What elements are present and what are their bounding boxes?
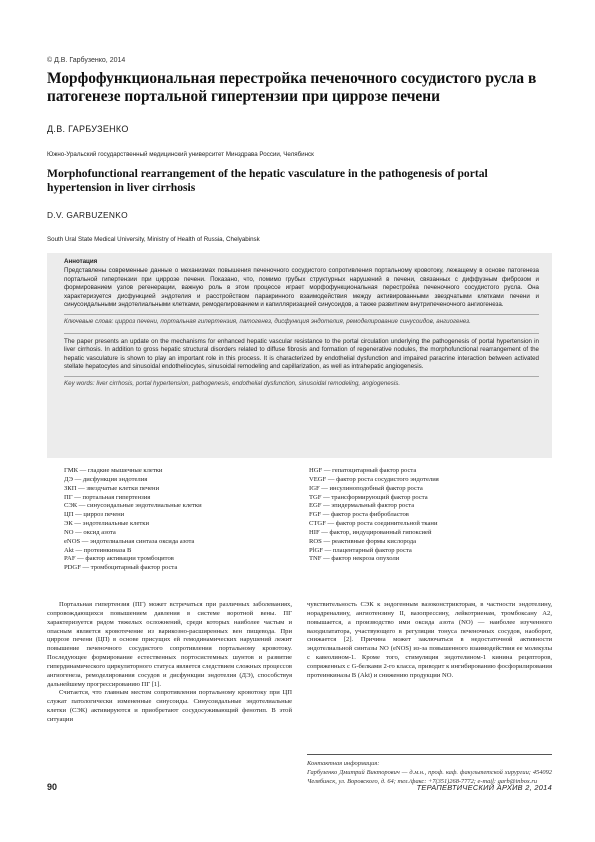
copyright-notice: © Д.В. Гарбузенко, 2014 bbox=[47, 57, 126, 64]
author-ru: Д.В. ГАРБУЗЕНКО bbox=[47, 124, 129, 134]
abbreviation-item: Akt — протеинкиназа В bbox=[64, 546, 132, 554]
affiliation-en: South Ural State Medical University, Ministry of Health of Russia, Chelyabinsk bbox=[47, 236, 260, 243]
author-en: D.V. GARBUZENKO bbox=[47, 210, 128, 220]
body-paragraph: чувствительность СЭК к эндогенным вазоконстрикторам, в частности эндотелину, норадреналину, ангиотензину II, вазопрессину, лейкотриенам, тромбоксану A2, повышается, а производство ими оксида азота (NO) — наиболее изученного вазодилататора, участвующего в регуляции тонуса печеночных сосудов, наоборот, снижается [2]. Причина может заключаться в недостаточной активности эндотелиальной синтазы NO (eNOS) из-за повышенного взаимодействия ее молекулы с кавеолином-1. Кроме того, стимуляция эндотелином-1 кинина рецепторов, сопряженных с G-белками 2-го класса, приводит к ингибированию фосфорилирования протеинкиназы В (Akt) и снижению продукции NO. bbox=[307, 601, 552, 679]
abbreviation-item: eNOS — эндотелиальная синтаза оксида азота bbox=[64, 537, 195, 545]
abbreviation-item: ROS — реактивные формы кислорода bbox=[309, 537, 417, 545]
abbreviation-item: IGF — инсулиноподобный фактор роста bbox=[309, 484, 423, 492]
keywords-ru: Ключевые слова: цирроз печени, портальная гипертензия, патогенез, дисфункция эндотелия, ремоделирование синусоидов, ангиогенез. bbox=[64, 314, 539, 327]
abbreviation-item: NO — оксид азота bbox=[64, 528, 116, 536]
article-title-ru: Морфофункциональная перестройка печеночного сосудистого русла в патогенезе портальной гипертензии при циррозе печени bbox=[47, 70, 537, 105]
abbreviation-item: FGF — фактор роста фибробластов bbox=[309, 511, 409, 519]
abbreviation-item: СЭК — синусоидальные эндотелиальные клетки bbox=[64, 502, 202, 510]
abbreviation-item: ДЭ — дисфункция эндотелия bbox=[64, 475, 148, 483]
abbreviation-item: TGF — трансформирующий фактор роста bbox=[309, 493, 428, 501]
body-paragraph: Портальная гипертензия (ПГ) может встречаться при различных заболеваниях, сопровождающихся повышением давления в системе воротной вены. ПГ характеризуется рядом тяжелых осложнений, среди которых наиболее частым и опасным является кровотечение из варикозно-расширенных вен пищевода. При циррозе печени (ЦП) в основе присущих ей гемодинамических нарушений лежит повышение печеночного сосудистого сопротивления портальному кровотоку. Последующее формирование естественных портосистемных шунтов и развитие гипердинамического циркуляторного статуса является следствием сложных процессов ангиогенеза, ремоделирования сосудов и дисфункции эндотелия (ДЭ), способствуя дальнейшему прогрессированию ПГ [1]. bbox=[47, 601, 292, 688]
body-column-right bbox=[307, 601, 552, 681]
abbreviation-item: ПГ — портальная гипертензия bbox=[64, 493, 151, 501]
abbreviation-item: VEGF — фактор роста сосудистого эндотелия bbox=[309, 475, 439, 483]
abstract-heading: Аннотация bbox=[64, 258, 98, 265]
abbreviation-item: TNF — фактор некроза опухоли bbox=[309, 555, 400, 563]
abbreviation-item: ЗКП — звездчатые клетки печени bbox=[64, 484, 160, 492]
body-paragraph: Считается, что главным местом сопротивления портальному кровотоку при ЦП служат патологически измененные синусоиды. Синусоидальные эндотелиальные клетки (СЭК) активируются и приобретают сосудосуживающий фенотип. В этой ситуации bbox=[47, 689, 292, 723]
contact-text: Гарбузенко Дмитрий Викторович — д.м.н., проф. каф. факультетской хирургии; 454092 Челябинск, ул. Воровского, д. 64; тел./факс: +7(351)268-7772; e-mail: garb@inbox.ru bbox=[307, 769, 552, 785]
abbreviation-item: ЦП — цирроз печени bbox=[64, 511, 125, 519]
page-number: 90 bbox=[47, 782, 58, 792]
abbreviation-item: CTGF — фактор роста соединительной ткани bbox=[309, 520, 438, 528]
abstract-divider bbox=[64, 327, 539, 334]
body-column-left bbox=[47, 601, 292, 725]
abstract-content bbox=[64, 258, 539, 389]
affiliation-ru: Южно-Уральский государственный медицинский университет Минздрава России, Челябинск bbox=[47, 151, 314, 158]
abbreviation-item: HIF — фактор, индуцированный гипоксией bbox=[309, 528, 432, 536]
abbreviations-left bbox=[64, 467, 284, 573]
journal-name: ТЕРАПЕВТИЧЕСКИЙ АРХИВ 2, 2014 bbox=[416, 783, 552, 792]
abstract-en: The paper presents an update on the mechanisms for enhanced hepatic vascular resistance to the portal circulation underlying the pathogenesis of portal hypertension in liver cirrhosis. In addition to gross hepatic structural disorders related to diffuse fibrosis and formation of regenerative nodules, the morphofunctional rearrangement of the hepatic vasculature is shown to play an important role in this process. It is characterized by endothelial dysfunction and impaired paracrine interaction between activated stellate hepatocytes and sinusoidal endotheliocytes, sinusoidal remodeling and capillarization, as well as intrahepatic angiogenesis. bbox=[64, 337, 539, 371]
article-title-en: Morphofunctional rearrangement of the hepatic vasculature in the pathogenesis of portal hypertension in liver cirrhosis bbox=[47, 167, 488, 194]
abbreviation-item: EGF — эпидермальный фактор роста bbox=[309, 502, 415, 510]
abbreviation-item: PlGF — плацентарный фактор роста bbox=[309, 546, 412, 554]
abbreviation-item: ЭК — эндотелиальные клетки bbox=[64, 520, 150, 528]
abbreviations-right bbox=[309, 467, 549, 564]
contact-info bbox=[307, 754, 552, 786]
keywords-en: Key words: liver cirrhosis, portal hypertension, pathogenesis, endothelial dysfunction, sinusoidal remodeling, angiogenesis. bbox=[64, 376, 539, 389]
abstract-box bbox=[47, 253, 552, 458]
abbreviation-item: PDGF — тромбоцитарный фактор роста bbox=[64, 564, 178, 572]
abstract-ru: Представлены современные данные о механизмах повышения печеночного сосудистого сопротивления портальному кровотоку, лежащему в основе патогенеза портальной гипертензии при циррозе печени. Показано, что, помимо грубых структурных нарушений в печени, связанных с диффузным фиброзом и формированием узлов регенерации, важную роль в этом процессе играет морфофункциональная перестройка печеночного сосудистого русла. Она характеризуется дисфункцией эндотелия и расстройством паракринного взаимодействия между активированными звездчатыми клетками печени и синусоидальными эндотелиальными клетками, ремоделированием и капилляризацией синусоидов, а также развитием внутрипеченочного ангиогенеза. bbox=[64, 267, 539, 309]
abbreviation-item: PAF — фактор активации тромбоцитов bbox=[64, 555, 174, 563]
abbreviation-item: ГМК — гладкие мышечные клетки bbox=[64, 467, 163, 474]
abbreviation-item: HGF — гепатоцитарный фактор роста bbox=[309, 467, 417, 474]
contact-heading: Контактная информация: bbox=[307, 760, 380, 767]
